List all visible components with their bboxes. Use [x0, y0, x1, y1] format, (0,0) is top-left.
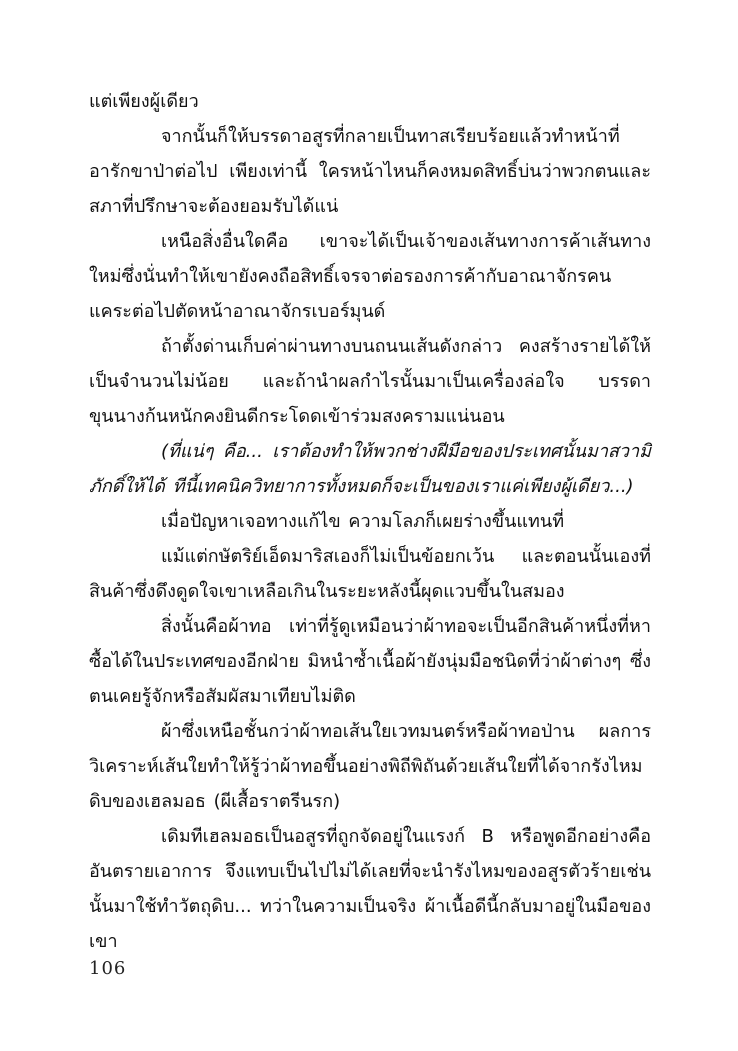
- page-number: 106: [89, 958, 127, 979]
- paragraph-5-inner-thought: (ที่แน่ๆ คือ... เราต้องทำให้พวกช่างฝีมือของประเทศนั้นมาสวามิภักดิ์ให้ได้ ทีนี้เทคนิควิทยาการทั้งหมดก็จะเป็นของเราแค่เพียงผู้เดียว...): [89, 441, 651, 497]
- paragraph-3: เหนือสิ่งอื่นใดคือ เขาจะได้เป็นเจ้าของเส้นทางการค้าเส้นทางใหม่ซึ่งนั่นทำให้เขายังคงถือสิทธิ์เจรจาต่อรองการค้ากับอาณาจักรคนแคระต่อไปตัดหน้าอาณาจักรเบอร์มุนด์: [89, 231, 651, 322]
- book-page-text: [89, 84, 651, 959]
- paragraph-4: ถ้าตั้งด่านเก็บค่าผ่านทางบนถนนเส้นดังกล่าว คงสร้างรายได้ให้เป็นจำนวนไม่น้อย และถ้านำผลกำไรนั้นมาเป็นเครื่องล่อใจ บรรดาขุนนางก้นหนักคงยินดีกระโดดเข้าร่วมสงครามแน่นอน: [89, 336, 651, 427]
- paragraph-1: แต่เพียงผู้เดียว: [89, 91, 199, 112]
- paragraph-2: จากนั้นก็ให้บรรดาอสูรที่กลายเป็นทาสเรียบร้อยแล้วทำหน้าที่อารักขาป่าต่อไป เพียงเท่านี้ ใครหน้าไหนก็คงหมดสิทธิ์บ่นว่าพวกตนและสภาที่ปรึกษาจะต้องยอมรับได้แน่: [89, 126, 651, 217]
- paragraph-6: เมื่อปัญหาเจอทางแก้ไข ความโลภก็เผยร่างขึ้นแทนที่: [161, 511, 565, 532]
- paragraph-8: สิ่งนั้นคือผ้าทอ เท่าที่รู้ดูเหมือนว่าผ้าทอจะเป็นอีกสินค้าหนึ่งที่หาซื้อได้ในประเทศของอีกฝ่าย มิหนำซ้ำเนื้อผ้ายังนุ่มมือชนิดที่ว่าผ้าต่างๆ ซึ่งตนเคยรู้จักหรือสัมผัสมาเทียบไม่ติด: [89, 616, 651, 707]
- paragraph-7: แม้แต่กษัตริย์เอ็ดมาริสเองก็ไม่เป็นข้อยกเว้น และตอนนั้นเองที่สินค้าซึ่งดึงดูดใจเขาเหลือเกินในระยะหลังนี้ผุดแวบขึ้นในสมอง: [89, 546, 651, 602]
- paragraph-10: เดิมทีเฮลมอธเป็นอสูรที่ถูกจัดอยู่ในแรงก์ B หรือพูดอีกอย่างคืออันตรายเอาการ จึงแทบเป็นไปไม่ได้เลยที่จะนำรังไหมของอสูรตัวร้ายเช่นนั้นมาใช้ทำวัตถุดิบ... ทว่าในความเป็นจริง ผ้าเนื้อดีนี้กลับมาอยู่ในมือของเขา: [89, 826, 651, 952]
- paragraph-9: ผ้าซึ่งเหนือชั้นกว่าผ้าทอเส้นใยเวทมนตร์หรือผ้าทอป่าน ผลการวิเคราะห์เส้นใยทำให้รู้ว่าผ้าทอขึ้นอย่างพิถีพิถันด้วยเส้นใยที่ได้จากรังไหมดิบของเฮลมอธ (ผีเสื้อราตรีนรก): [89, 721, 651, 812]
